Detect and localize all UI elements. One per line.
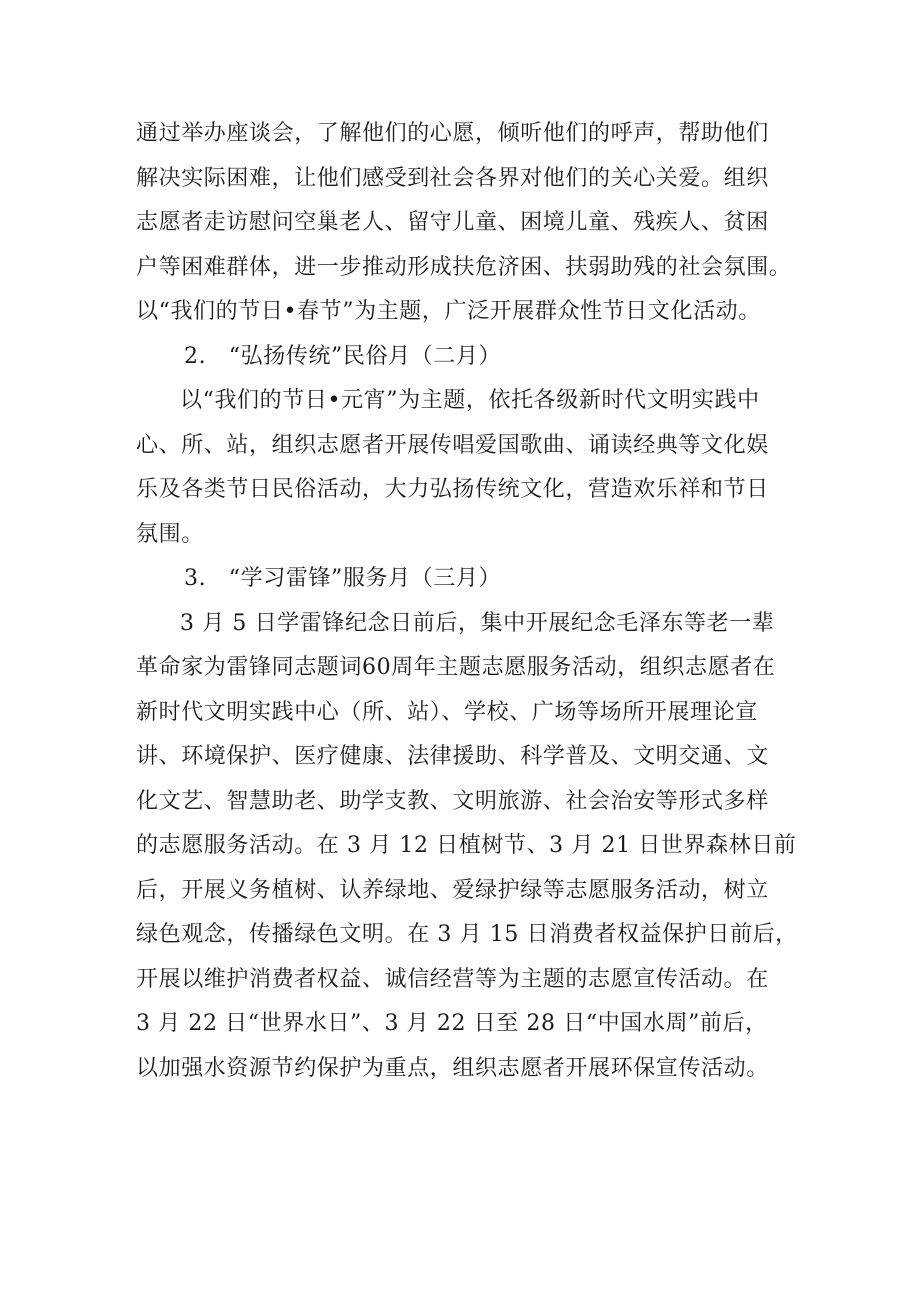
body-line: 新时代文明实践中心（所、站）、学校、广场等场所开展理论宣 (136, 699, 758, 725)
body-line: 乐及各类节日民俗活动，大力弘扬传统文化，营造欢乐祥和节日 (136, 477, 769, 502)
body-line: 户等困难群体，进一步推动形成扶危济困、扶弱助残的社会氛围。 (136, 254, 792, 280)
body-line: 心、所、站，组织志愿者开展传唱爱国歌曲、诵读经典等文化娱 (136, 432, 769, 458)
body-line: 的志愿服务活动。在 3 月 12 日植树节、3 月 21 日世界森林日前 (136, 833, 797, 858)
body-line: 志愿者走访慰问空巢老人、留守儿童、困境儿童、残疾人、贫困 (136, 210, 769, 235)
paragraph-first-line: 3 月 5 日学雷锋纪念日前后，集中开展纪念毛泽东等老一辈 (180, 610, 775, 636)
body-line: 以“我们的节日•春节”为主题，广泛开展群众性节日文化活动。 (136, 299, 761, 324)
body-line: 绿色观念，传播绿色文明。在 3 月 15 日消费者权益保护日前后， (136, 922, 798, 947)
document-body (136, 112, 796, 1091)
body-line: 开展以维护消费者权益、诚信经营等为主题的志愿宣传活动。在 (136, 966, 769, 992)
body-line: 3 月 22 日“世界水日”、3 月 22 日至 28 日“中国水周”前后， (136, 1011, 768, 1036)
body-line: 后，开展义务植树、认养绿地、爱绿护绿等志愿服务活动，树立 (136, 877, 769, 903)
body-line: 氛围。 (136, 521, 204, 547)
body-line: 讲、环境保护、医疗健康、法律援助、科学普及、文明交通、文 (136, 744, 769, 769)
body-line: 通过举办座谈会，了解他们的心愿，倾听他们的呼声，帮助他们 (136, 121, 769, 146)
body-line: 革命家为雷锋同志题词60周年主题志愿服务活动，组织志愿者在 (136, 655, 776, 680)
body-line: 化文艺、智慧助老、助学支教、文明旅游、社会治安等形式多样 (136, 788, 769, 814)
body-line: 以加强水资源节约保护为重点，组织志愿者开展环保宣传活动。 (136, 1055, 769, 1081)
section-heading-2: 2. “弘扬传统”民俗月（二月） (184, 343, 502, 369)
body-line: 解决实际困难，让他们感受到社会各界对他们的关心关爱。组织 (136, 165, 769, 191)
paragraph-first-line: 以“我们的节日•元宵”为主题，依托各级新时代文明实践中 (180, 388, 760, 413)
section-heading-3: 3. “学习雷锋”服务月（三月） (184, 566, 502, 591)
